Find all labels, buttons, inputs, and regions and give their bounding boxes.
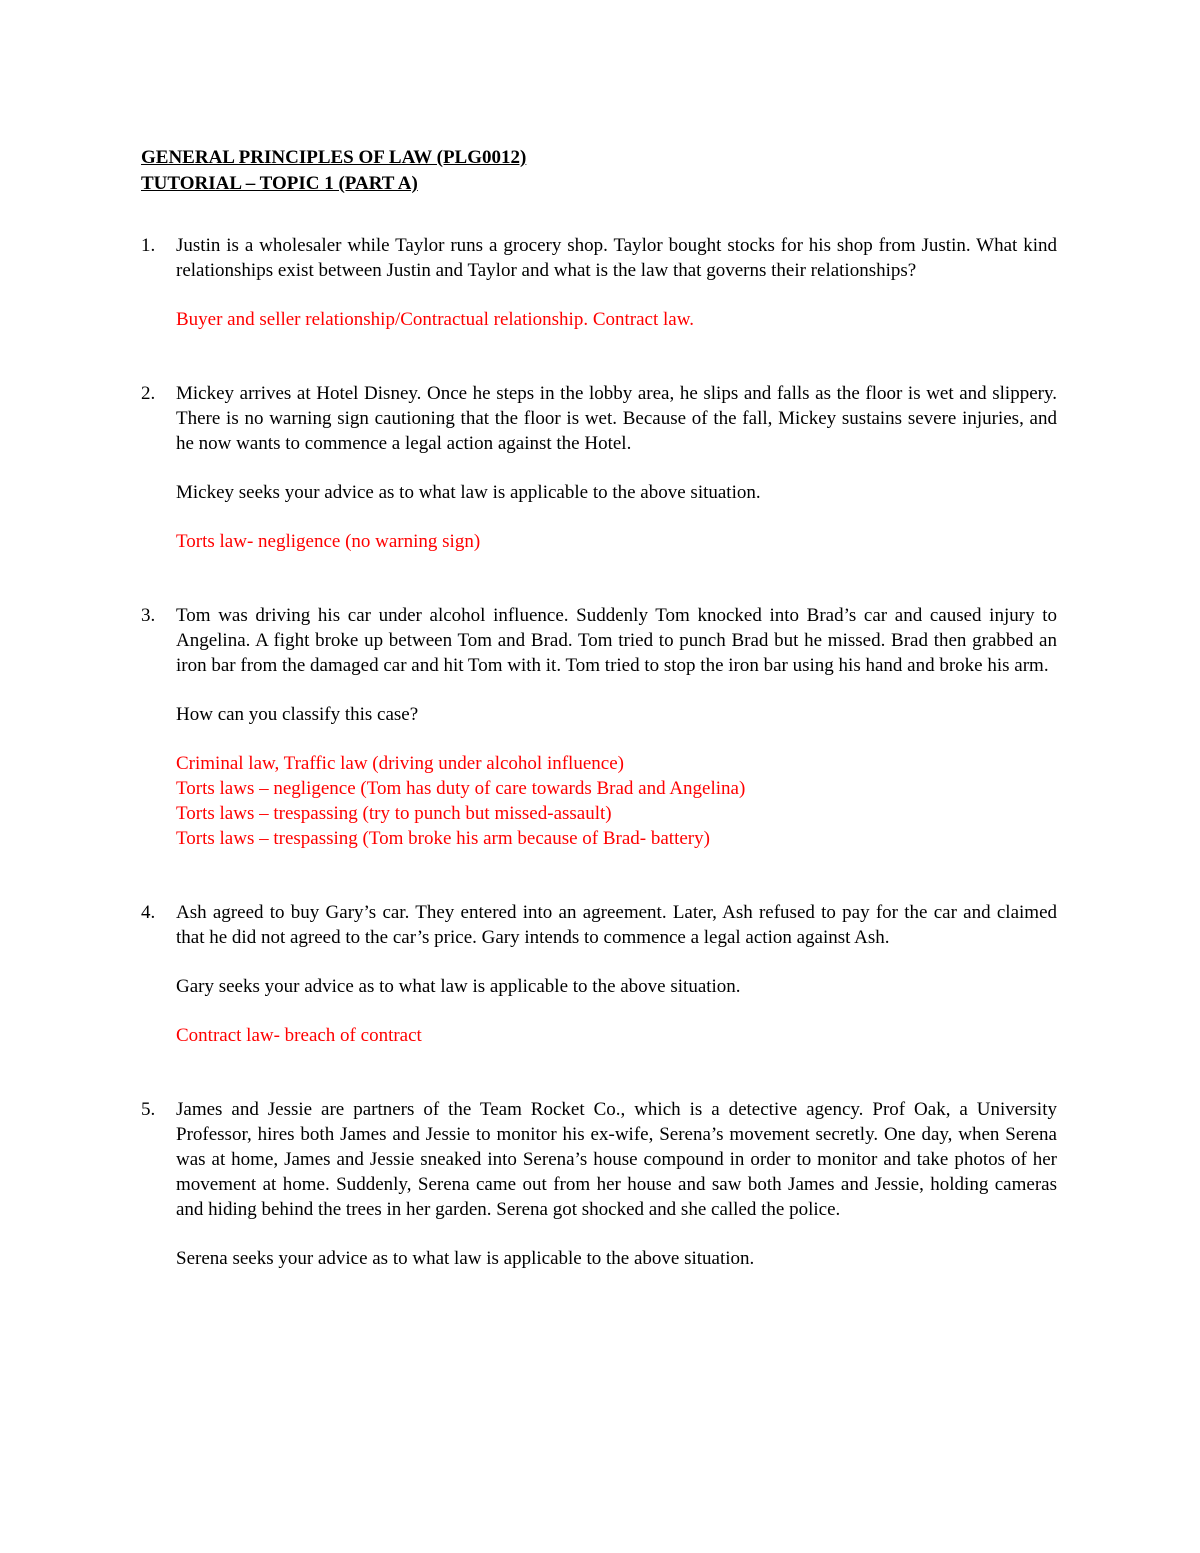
question-prompt: Gary seeks your advice as to what law is applicable to the above situation. bbox=[176, 976, 741, 997]
question-item bbox=[141, 900, 1057, 1048]
answer-line: Buyer and seller relationship/Contractual relationship. Contract law. bbox=[176, 309, 694, 330]
question-item bbox=[141, 1097, 1057, 1271]
document-title-line-2: TUTORIAL – TOPIC 1 (PART A) bbox=[141, 173, 418, 194]
answer-line: Torts law- negligence (no warning sign) bbox=[176, 531, 481, 552]
question-item bbox=[141, 233, 1057, 332]
answer-line: Torts laws – trespassing (Tom broke his arm because of Brad- battery) bbox=[176, 828, 710, 849]
document-title-line-1: GENERAL PRINCIPLES OF LAW (PLG0012) bbox=[141, 147, 527, 168]
question-text: Ash agreed to buy Gary’s car. They entered into an agreement. Later, Ash refused to pay for the car and claimed that he did not agreed to the car’s price. Gary intends to commence a legal action against Ash. bbox=[176, 902, 1057, 948]
question-number: 3. bbox=[141, 605, 156, 626]
question-list bbox=[141, 233, 1057, 1271]
answer-block bbox=[176, 529, 1057, 554]
answer-line: Criminal law, Traffic law (driving under alcohol influence) bbox=[176, 753, 624, 774]
question-prompt: Serena seeks your advice as to what law is applicable to the above situation. bbox=[176, 1248, 755, 1269]
question-text: Tom was driving his car under alcohol influence. Suddenly Tom knocked into Brad’s car and caused injury to Angelina. A fight broke up between Tom and Brad. Tom tried to punch Brad but he missed. Brad then grabbed an iron bar from the damaged car and hit Tom with it. Tom tried to stop the iron bar using his hand and broke his arm. bbox=[176, 605, 1057, 676]
question-item bbox=[141, 603, 1057, 851]
answer-block bbox=[176, 1023, 1057, 1048]
answer-line: Torts laws – trespassing (try to punch but missed-assault) bbox=[176, 803, 612, 824]
question-number: 5. bbox=[141, 1099, 156, 1120]
question-number: 2. bbox=[141, 383, 156, 404]
answer-line: Torts laws – negligence (Tom has duty of care towards Brad and Angelina) bbox=[176, 778, 746, 799]
question-text: James and Jessie are partners of the Team Rocket Co., which is a detective agency. Prof Oak, a University Professor, hires both James and Jessie to monitor his ex-wife, Serena’s movement secretly. One day, when Serena was at home, James and Jessie sneaked into Serena’s house compound in order to monitor and take photos of her movement at home. Suddenly, Serena came out from her house and saw both James and Jessie, holding cameras and hiding behind the trees in her garden. Serena got shocked and she called the police. bbox=[176, 1099, 1057, 1220]
question-prompt: Mickey seeks your advice as to what law is applicable to the above situation. bbox=[176, 482, 761, 503]
question-item bbox=[141, 381, 1057, 554]
answer-block bbox=[176, 751, 1057, 851]
question-number: 4. bbox=[141, 902, 156, 923]
question-number: 1. bbox=[141, 235, 156, 256]
question-text: Justin is a wholesaler while Taylor runs a grocery shop. Taylor bought stocks for his shop from Justin. What kind relationships exist between Justin and Taylor and what is the law that governs their relationships? bbox=[176, 235, 1057, 281]
answer-line: Contract law- breach of contract bbox=[176, 1025, 422, 1046]
answer-block bbox=[176, 307, 1057, 332]
question-text: Mickey arrives at Hotel Disney. Once he steps in the lobby area, he slips and falls as the floor is wet and slippery. There is no warning sign cautioning that the floor is wet. Because of the fall, Mickey sustains severe injuries, and he now wants to commence a legal action against the Hotel. bbox=[176, 383, 1057, 454]
question-prompt: How can you classify this case? bbox=[176, 704, 419, 725]
